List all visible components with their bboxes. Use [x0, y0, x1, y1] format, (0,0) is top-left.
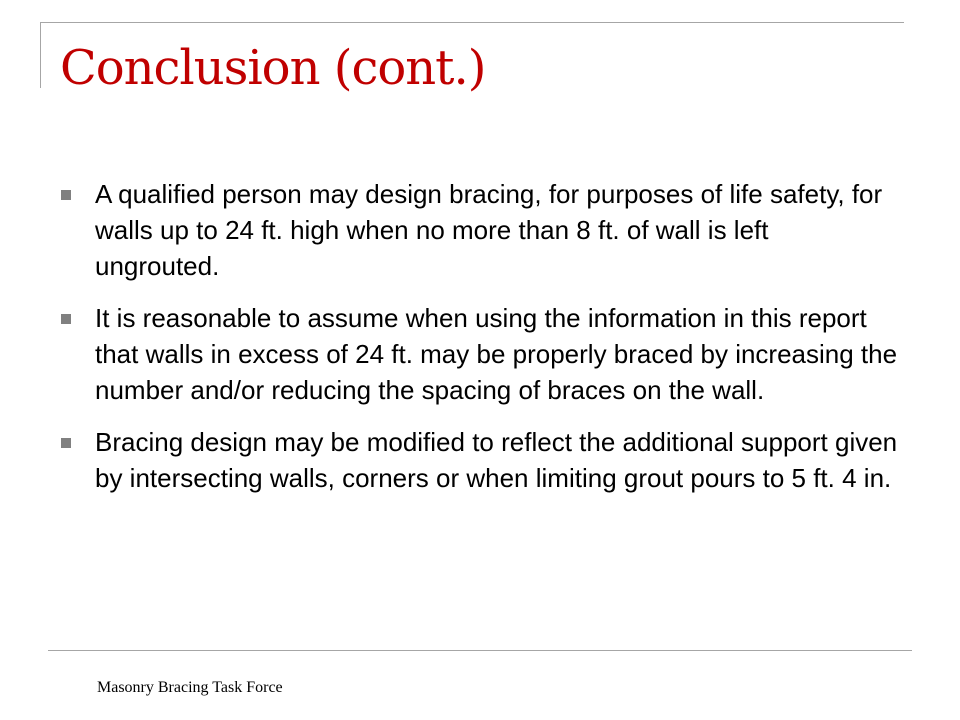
- bullet-item: [60, 300, 900, 408]
- square-bullet-icon: [61, 314, 71, 324]
- square-bullet-icon: [61, 438, 71, 448]
- slide-footer: Masonry Bracing Task Force: [97, 679, 283, 696]
- square-bullet-icon: [61, 190, 71, 200]
- bullet-text: Bracing design may be modified to reflect the additional support given by intersecting walls, corners or when limiting grout pours to 5 ft. 4 in.: [95, 427, 898, 493]
- bullet-text: It is reasonable to assume when using the information in this report that walls in excess of 24 ft. may be properly braced by increasing the number and/or reducing the spacing of braces on the wall.: [95, 303, 898, 405]
- frame-top-line: [40, 22, 904, 23]
- frame-left-line: [40, 22, 41, 88]
- frame-bottom-line: [48, 650, 912, 651]
- bullet-list: [60, 176, 900, 512]
- bullet-item: [60, 424, 900, 496]
- bullet-item: [60, 176, 900, 284]
- slide-title: Conclusion (cont.): [60, 40, 486, 96]
- bullet-text: A qualified person may design bracing, for purposes of life safety, for walls up to 24 ft. high when no more than 8 ft. of wall is left ungrouted.: [95, 179, 883, 281]
